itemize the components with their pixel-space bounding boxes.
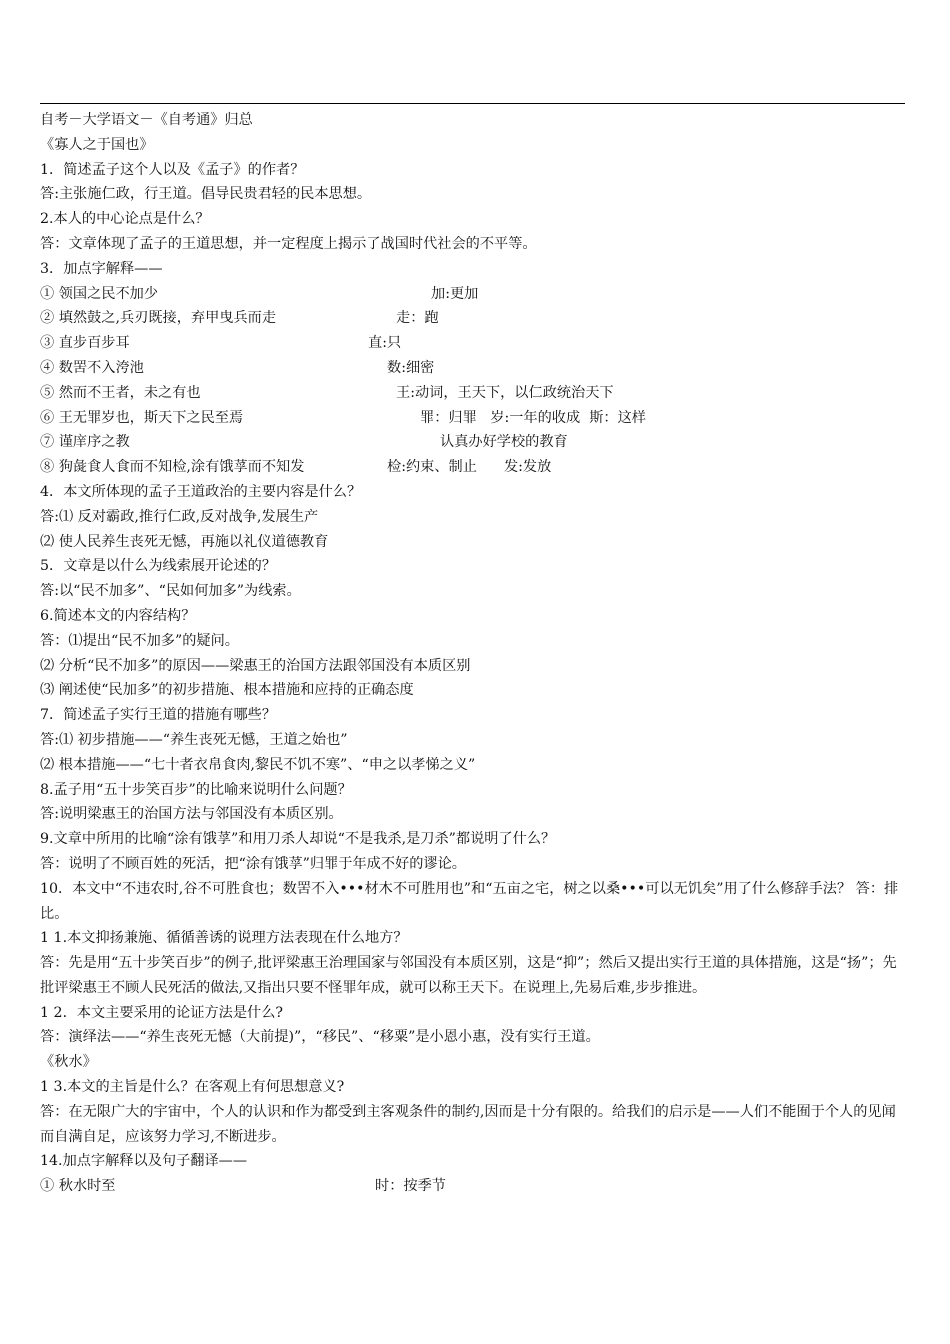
glossary-item	[40, 331, 906, 356]
glossary-item	[40, 282, 906, 307]
glossary-item	[40, 455, 906, 480]
glossary-gloss: 走：跑	[396, 310, 439, 327]
glossary-item	[40, 306, 906, 331]
answer-4-point-2: ⑵ 使人民养生丧死无憾，再施以礼仪道德教育	[40, 533, 329, 550]
question-1: 1．简述孟子这个人以及《孟子》的作者？	[40, 161, 305, 178]
header-rule	[40, 103, 905, 104]
glossary-item	[40, 356, 906, 381]
section-title-qiushui: 《秋水》	[40, 1054, 97, 1071]
answer-13: 答：在无限广大的宇宙中，个人的认识和作为都受到主客观条件的制约,因而是十分有限的。给我们的启示是——人们不能囿于个人的见闻而自满自足，应该努力学习,不断进步。	[40, 1103, 896, 1145]
glossary-item	[40, 381, 906, 406]
answer-8: 答:说明梁惠王的治国方法与邻国没有本质区别。	[40, 806, 343, 823]
question-10: 10．本文中“不违农时,谷不可胜食也；数罟不入•••材木不可胜用也”和“五亩之宅，树之以桑•••可以无饥矣”用了什么修辞手法？ 答：排比。	[40, 880, 899, 922]
answer-11: 答：先是用“五十步笑百步”的例子,批评梁惠王治理国家与邻国没有本质区别，这是“抑”；然后又提出实行王道的具体措施，这是“扬”；先批评梁惠王不顾人民死活的做法,又指出只要不怪罪年成，就可以称王天下。在说理上,先易后难,步步推进。	[40, 955, 897, 996]
glossary-gloss: 罪：归罪 岁:一年的收成 斯：这样	[420, 409, 646, 426]
document-title: 自考－大学语文－《自考通》归总	[40, 112, 253, 128]
question-11: 1 1.本文抑扬兼施、循循善诱的说理方法表现在什么地方？	[40, 930, 408, 947]
answer-5: 答:以“民不加多”、“民如何加多”为线索。	[40, 583, 301, 600]
glossary-gloss: 检:约束、制止 发:发放	[387, 459, 552, 476]
question-8: 8.孟子用“五十步笑百步”的比喻来说明什么问题？	[40, 781, 352, 798]
section-title-guaren: 《寡人之于国也》	[40, 136, 154, 153]
answer-1: 答:主张施仁政，行王道。倡导民贵君轻的民本思想。	[40, 186, 372, 203]
glossary-item	[40, 406, 906, 431]
answer-6-point-3: ⑶ 阐述使“民加多”的初步措施、根本措施和应持的正确态度	[40, 682, 414, 699]
document-body	[40, 108, 906, 1199]
answer-9: 答：说明了不顾百姓的死活，把“涂有饿莩”归罪于年成不好的谬论。	[40, 855, 466, 872]
glossary-text: ④ 数罟不入洿池	[40, 359, 144, 376]
glossary-text: ⑤ 然而不王者，未之有也	[40, 384, 201, 401]
glossary-text: ③ 直步百步耳	[40, 335, 130, 352]
question-6: 6.简述本文的内容结构？	[40, 607, 196, 624]
question-2: 2.本人的中心论点是什么？	[40, 211, 210, 228]
glossary-gloss: 认真办好学校的教育	[440, 434, 568, 451]
question-4: 4．本文所体现的孟子王道政治的主要内容是什么？	[40, 483, 362, 500]
question-3: 3．加点字解释——	[40, 260, 163, 277]
glossary-item	[40, 1174, 906, 1199]
glossary-text: ⑥ 王无罪岁也，斯天下之民至焉	[40, 409, 244, 426]
answer-2: 答：文章体现了孟子的王道思想，并一定程度上揭示了战国时代社会的不平等。	[40, 235, 537, 252]
glossary-item	[40, 430, 906, 455]
question-7: 7．简述孟子实行王道的措施有哪些？	[40, 707, 277, 724]
answer-6-point-1: 答：⑴提出“民不加多”的疑问。	[40, 632, 239, 649]
glossary-gloss: 数:细密	[387, 359, 435, 376]
answer-12: 答：演绎法——“养生丧死无憾（大前提)”，“移民”、“移粟”是小恩小惠，没有实行王道。	[40, 1029, 600, 1046]
answer-6-point-2: ⑵ 分析“民不加多”的原因——梁惠王的治国方法跟邻国没有本质区别	[40, 657, 471, 674]
glossary-text: ⑦ 谨庠序之教	[40, 434, 130, 451]
glossary-gloss: 加:更加	[431, 285, 479, 302]
glossary-gloss: 时：按季节	[375, 1178, 446, 1195]
glossary-text: ② 填然鼓之,兵刃既接，弃甲曳兵而走	[40, 310, 277, 327]
answer-7-point-2: ⑵ 根本措施——“七十者衣帛食肉,黎民不饥不寒”、“申之以孝悌之义”	[40, 756, 476, 773]
answer-4-point-1: 答:⑴ 反对霸政,推行仁政,反对战争,发展生产	[40, 508, 319, 525]
question-9: 9.文章中所用的比喻“涂有饿莩”和用刀杀人却说“不是我杀,是刀杀”都说明了什么？	[40, 831, 556, 848]
question-5: 5．文章是以什么为线索展开论述的？	[40, 558, 277, 575]
question-12: 1 2．本文主要采用的论证方法是什么?	[40, 1004, 283, 1021]
answer-7-point-1: 答:⑴ 初步措施——“养生丧死无憾，王道之始也”	[40, 731, 348, 748]
glossary-gloss: 王:动词，王天下，以仁政统治天下	[396, 384, 614, 401]
glossary-text: ① 秋水时至	[40, 1178, 116, 1195]
question-14: 14.加点字解释以及句子翻译——	[40, 1153, 248, 1170]
glossary-text: ① 领国之民不加少	[40, 285, 159, 302]
glossary-text: ⑧ 狗彘食人食而不知检,涂有饿莩而不知发	[40, 459, 305, 476]
question-13: 1 3.本文的主旨是什么？在客观上有何思想意义?	[40, 1079, 345, 1096]
glossary-gloss: 直:只	[368, 335, 402, 352]
